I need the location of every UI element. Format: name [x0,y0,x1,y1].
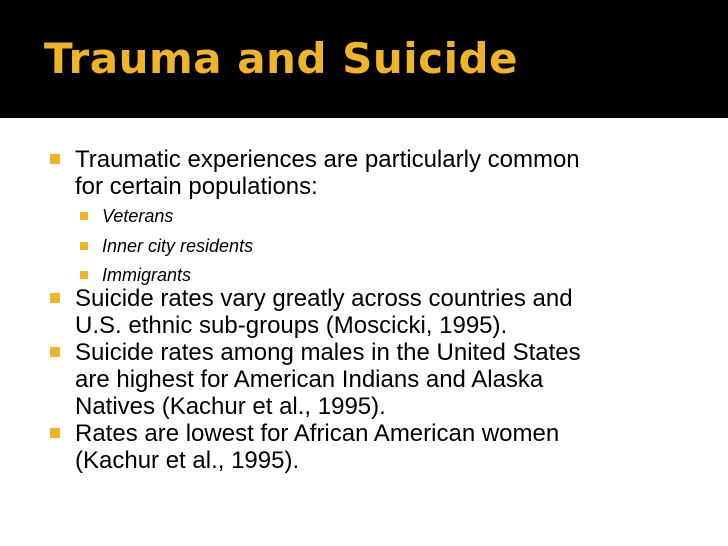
sub-bullet-marker [80,242,88,250]
bullet-marker [50,293,60,303]
bullet-text-line: are highest for American Indians and Alaska [75,366,544,393]
bullet-text-line: Rates are lowest for African American women [75,420,560,447]
bullet-text-line: Suicide rates vary greatly across countries and [75,285,573,312]
bullet-text-line: (Kachur et al., 1995). [75,447,300,474]
bullet-text-line: U.S. ethnic sub-groups (Moscicki, 1995). [75,312,508,339]
sub-item-inner-city-residents: Inner city residents [102,236,254,256]
slide-title: Trauma and Suicide [44,34,519,83]
bullet-text-line: for certain populations: [75,173,318,200]
bullet-text-line: Suicide rates among males in the United States [75,339,581,366]
sub-item-immigrants: Immigrants [102,265,192,285]
sub-item-veterans: Veterans [102,206,174,226]
bullet-text-line: Traumatic experiences are particularly common [75,146,580,173]
sub-bullet-marker [80,271,88,279]
bullet-marker [50,428,60,438]
title-bar [0,0,728,118]
sub-bullet-marker [80,212,88,220]
bullet-text-line: Natives (Kachur et al., 1995). [75,393,386,420]
bullet-marker [50,347,60,357]
bullet-marker [50,154,60,164]
